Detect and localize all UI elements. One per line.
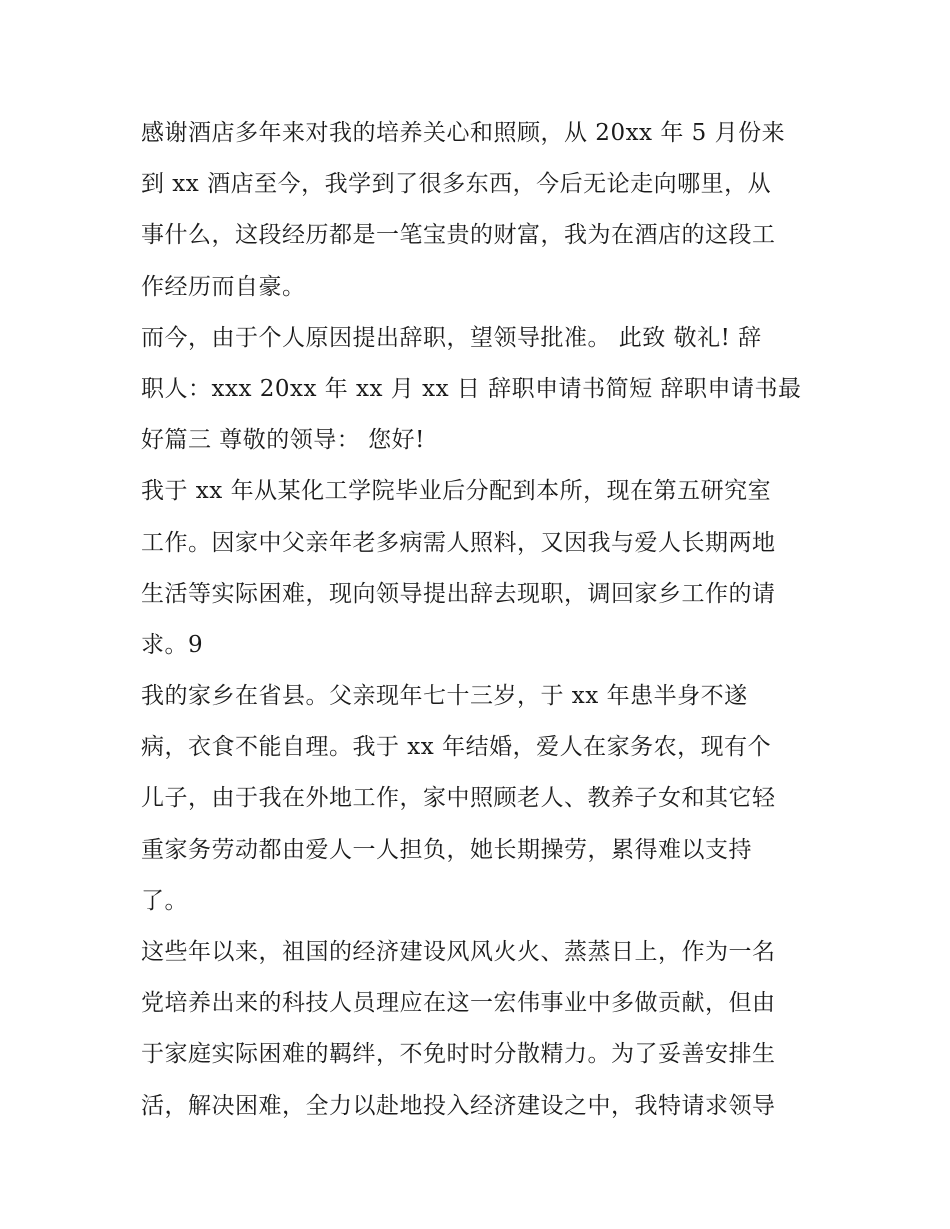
text-line: 职人：xxx 20xx 年 xx 月 xx 日 辞职申请书简短 辞职申请书最 [141,375,802,402]
text-line: 感谢酒店多年来对我的培养关心和照顾，从 20xx 年 5 月份来 [141,120,786,146]
text-line: 了。 [141,887,188,914]
text-line: 这些年以来，祖国的经济建设风风火火、蒸蒸日上，作为一名 [141,939,776,965]
text-line: 重家务劳动都由爱人一人担负，她长期操劳，累得难以支持 [141,836,752,863]
text-line: 生活等实际困难，现向领导提出辞去现职，调回家乡工作的请 [141,580,776,607]
text-line: 事什么，这段经历都是一笔宝贵的财富，我为在酒店的这段工 [141,222,776,249]
text-line: 好篇三 尊敬的领导： 您好! [141,427,425,454]
text-line: 病，衣食不能自理。我于 xx 年结婚，爱人在家务农，现有个 [141,734,772,761]
text-line: 我的家乡在省县。父亲现年七十三岁，于 xx 年患半身不遂 [141,683,748,710]
text-line: 到 xx 酒店至今，我学到了很多东西，今后无论走向哪里，从 [141,171,772,198]
text-line: 而今，由于个人原因提出辞职，望领导批准。 此致 敬礼! 辞 [141,324,762,351]
text-line: 我于 xx 年从某化工学院毕业后分配到本所，现在第五研究室 [141,478,772,505]
text-line: 求。9 [141,631,204,658]
document-body [141,108,816,1132]
text-line: 活，解决困难，全力以赴地投入经济建设之中，我特请求领导 [141,1092,776,1119]
text-line: 于家庭实际困难的羁绊，不免时时分散精力。为了妥善安排生 [141,1041,776,1068]
text-line: 作经历而自豪。 [141,273,306,300]
text-line: 儿子，由于我在外地工作，家中照顾老人、教养子女和其它轻 [141,785,776,812]
text-line: 党培养出来的科技人员理应在这一宏伟事业中多做贡献，但由 [141,990,776,1017]
text-line: 工作。因家中父亲年老多病需人照料，又因我与爱人长期两地 [141,529,776,556]
